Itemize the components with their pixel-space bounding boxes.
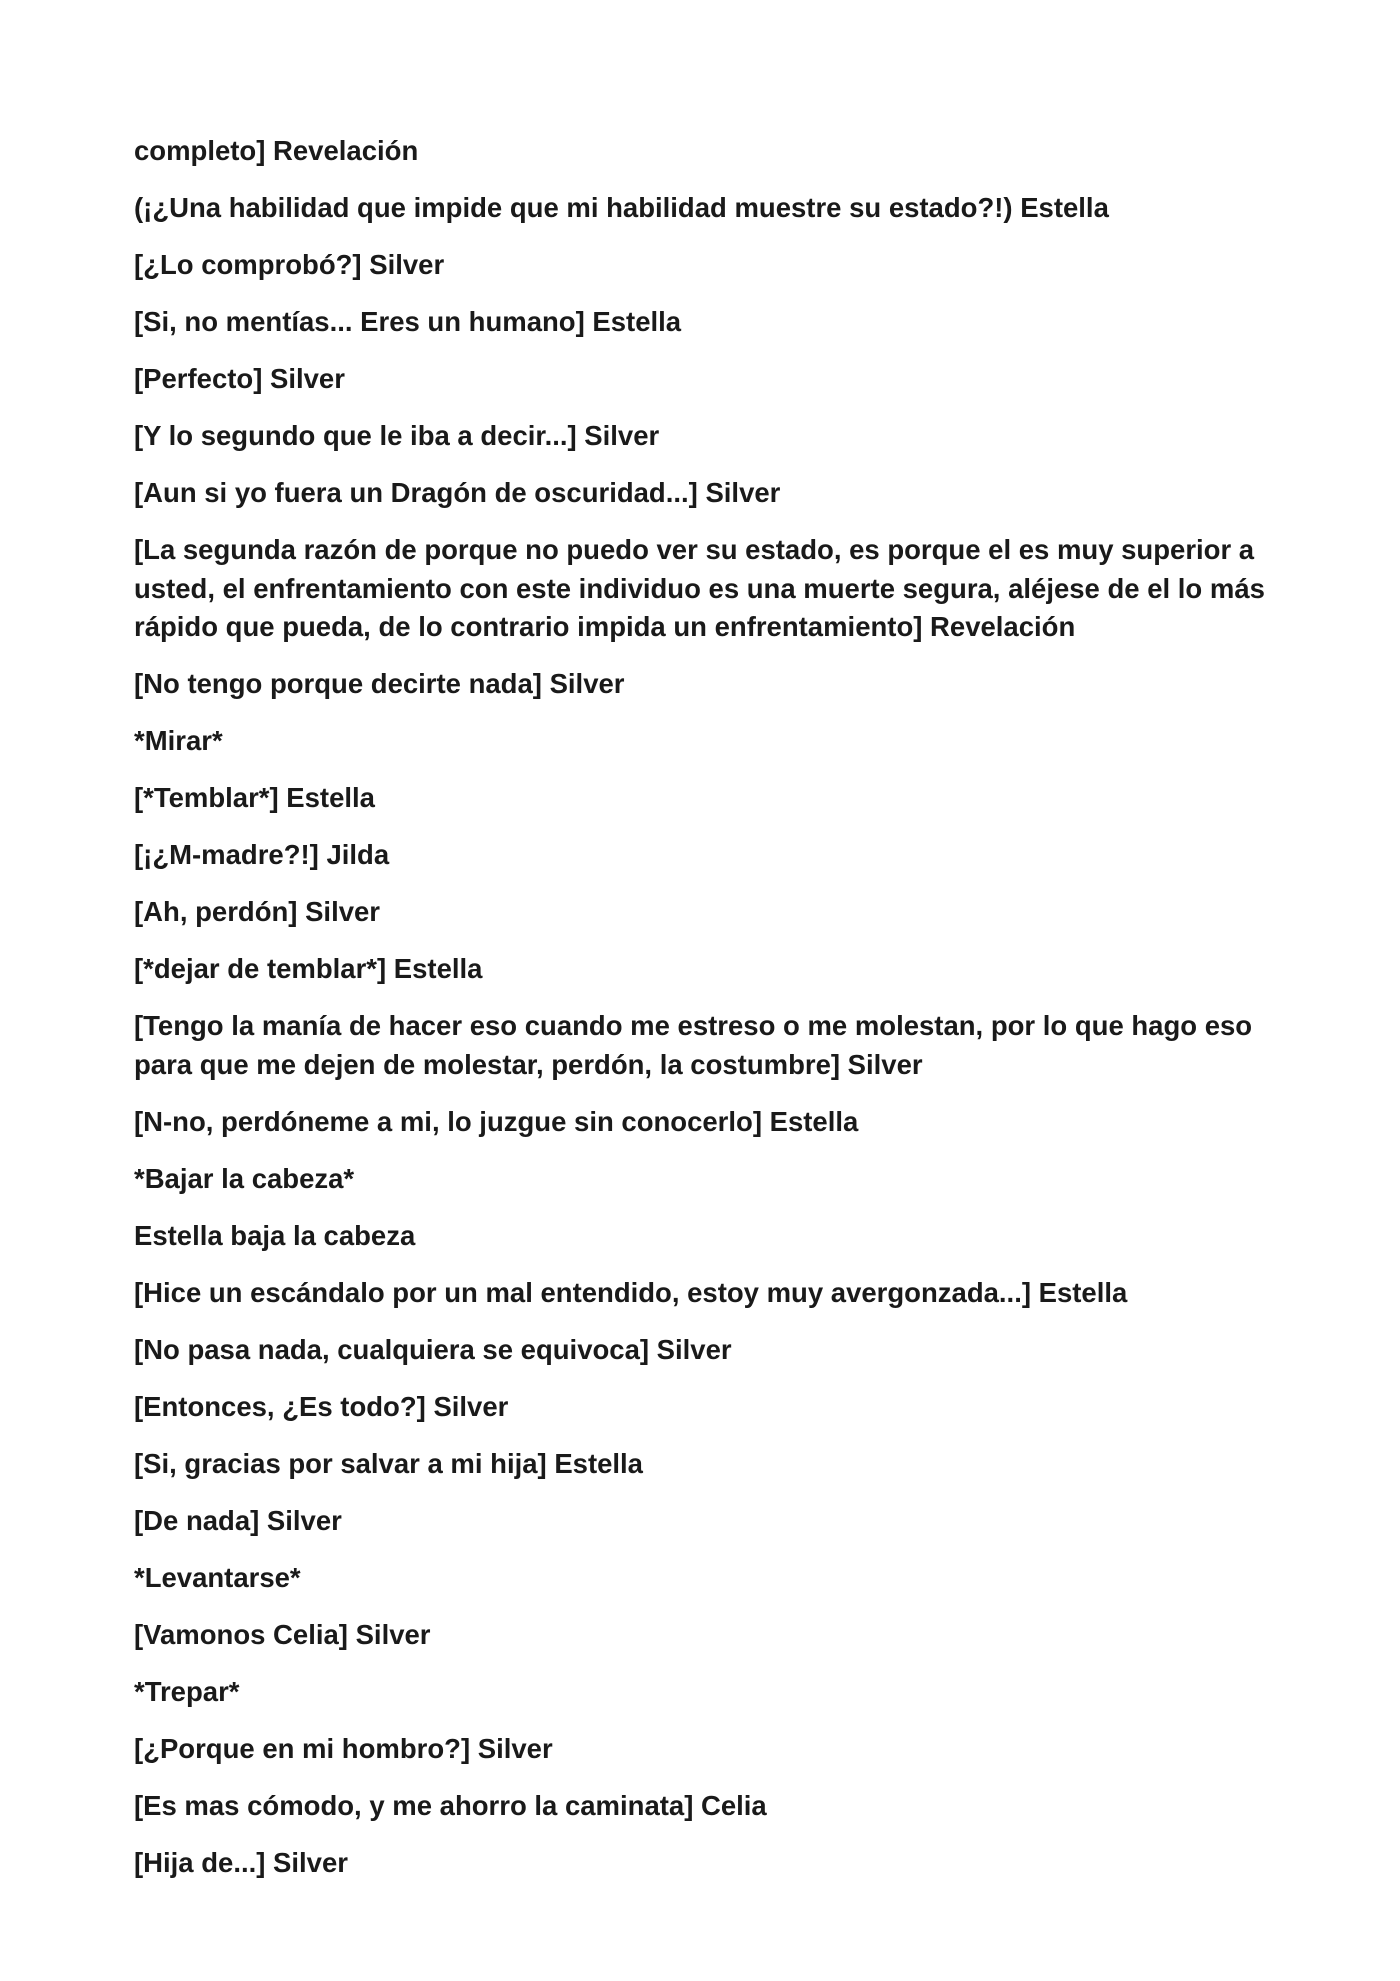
paragraph: [Y lo segundo que le iba a decir...] Silver	[134, 420, 660, 451]
paragraph: *Levantarse*	[134, 1561, 301, 1593]
paragraph: *Bajar la cabeza*	[134, 1162, 355, 1194]
paragraph: [Si, no mentías... Eres un humano] Estella	[134, 306, 682, 337]
paragraph: [*dejar de temblar*] Estella	[134, 953, 483, 984]
paragraph: [De nada] Silver	[134, 1504, 342, 1536]
paragraph: [Vamonos Celia] Silver	[134, 1618, 431, 1650]
paragraph: completo] Revelación	[134, 135, 419, 166]
paragraph: [Entonces, ¿Es todo?] Silver	[134, 1390, 509, 1422]
paragraph: [Ah, perdón] Silver	[134, 896, 380, 927]
paragraph: *Mirar*	[134, 725, 223, 756]
paragraph: [Es mas cómodo, y me ahorro la caminata] Celia	[134, 1789, 767, 1821]
paragraph: [¿Porque en mi hombro?] Silver	[134, 1732, 553, 1764]
paragraph: (¡¿Una habilidad que impide que mi habilidad muestre su estado?!) Estella	[134, 192, 1109, 223]
paragraph: [N-no, perdóneme a mi, lo juzgue sin conocerlo] Estella	[134, 1105, 859, 1137]
paragraph: [Perfecto] Silver	[134, 363, 345, 394]
paragraph: [Aun si yo fuera un Dragón de oscuridad...] Silver	[134, 477, 781, 508]
paragraph: Estella baja la cabeza	[134, 1219, 416, 1251]
document-body	[134, 132, 1284, 1901]
paragraph: [Hice un escándalo por un mal entendido, estoy muy avergonzada...] Estella	[134, 1276, 1128, 1308]
paragraph: [No tengo porque decirte nada] Silver	[134, 668, 625, 699]
paragraph: [¡¿M-madre?!] Jilda	[134, 839, 390, 870]
paragraph: [No pasa nada, cualquiera se equivoca] Silver	[134, 1333, 732, 1365]
paragraph: [Hija de...] Silver	[134, 1846, 348, 1878]
paragraph: [La segunda razón de porque no puedo ver su estado, es porque el es muy superior a usted, el enfrentamiento con este individuo es una muerte segura, aléjese de el lo más rápido que pueda, de lo contrario impida un enfrentamiento] Revelación	[134, 534, 1265, 642]
paragraph: [Si, gracias por salvar a mi hija] Estella	[134, 1447, 643, 1479]
paragraph: [Tengo la manía de hacer eso cuando me estreso o me molestan, por lo que hago eso para que me dejen de molestar, perdón, la costumbre] Silver	[134, 1010, 1253, 1080]
paragraph: [¿Lo comprobó?] Silver	[134, 249, 445, 280]
paragraph: [*Temblar*] Estella	[134, 782, 375, 813]
paragraph: *Trepar*	[134, 1675, 240, 1707]
